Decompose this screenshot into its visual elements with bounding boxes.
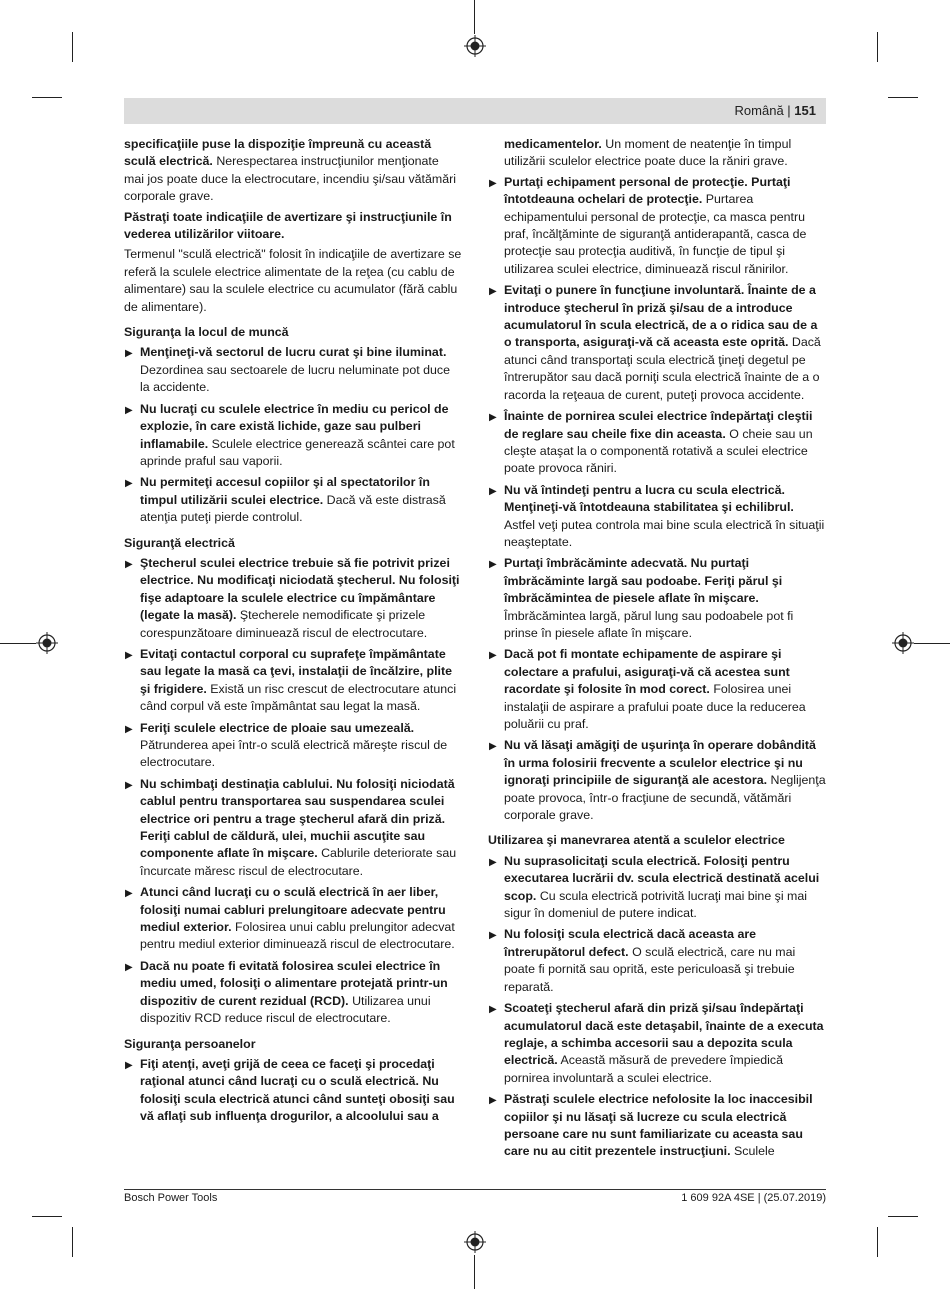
item-bold: Evitaţi o punere în funcţiune involuntară. Înainte de a introduce ştecherul în priză şi/sau de a introduce acumulatorul în scula electrică, de a o ridica sau de a o transporta, asiguraţi-vă că aceasta este oprită. <box>504 283 818 350</box>
item-bold: Nu suprasolicitaţi scula electrică. Folosiţi pentru executarea lucrării dv. scula electrică destinată acelui scop. <box>504 853 820 903</box>
bullet-triangle-icon: ▶ <box>125 404 133 416</box>
continued-text: Un moment de neatenţie în timpul utilizării sculelor electrice poate duce la răniri grave. <box>504 137 792 169</box>
item-text: Purtarea echipamentului personal de protecţie, ca masca pentru praf, încălţăminte de siguranţă antiderapantă, casca de protecţie sau protecţia auditivă, în funcţie de tipul şi utilizarea sculei electrice, diminuează riscul rănirilor. <box>504 192 807 276</box>
registration-mark-icon <box>36 632 58 654</box>
list-item <box>488 737 826 824</box>
section-heading: Siguranţa persoanelor <box>124 1036 256 1051</box>
item-text: Pătrunderea apei într-o sculă electrică măreşte riscul de electrocutare. <box>140 738 448 770</box>
registration-mark-icon <box>892 632 914 654</box>
item-bold: Atunci când lucraţi cu o sculă electrică în aer liber, folosiţi numai cabluri prelungitoare adecvate pentru mediul exterior. <box>140 885 446 935</box>
list-item <box>124 958 462 1028</box>
item-text: Dacă atunci când transportaţi scula electrică ţineţi degetul pe întrerupător sau dacă porniţi scula electrică înainte de a o racorda la reţeaua de curent, puteţi provoca accidente. <box>504 335 821 402</box>
list-item <box>488 555 826 642</box>
item-text: O sculă electrică, care nu mai poate fi pornită sau oprită, este periculoasă şi trebuie reparată. <box>504 944 796 994</box>
list-item <box>488 174 826 278</box>
list-item <box>488 646 826 733</box>
crop-mark <box>888 97 918 98</box>
list-item <box>124 646 462 716</box>
section-heading: Siguranţă electrică <box>124 535 235 550</box>
item-bold: Nu schimbaţi destinaţia cablului. Nu folosiţi niciodată cablul pentru transportarea sau suspendarea sculei electrice ori pentru a trage ştecherul afară din priză. Feriţi cablul de căldură, ulei, muchii ascuţite sau componente aflate în mişcare. <box>140 776 455 861</box>
list-item <box>124 776 462 880</box>
bullet-triangle-icon: ▶ <box>125 558 133 570</box>
item-text: O cheie sau un cleşte ataşat la o componentă rotativă a sculei electrice poate provoca răniri. <box>504 426 813 476</box>
left-column <box>124 136 462 1130</box>
footer-brand: Bosch Power Tools <box>124 1192 218 1204</box>
list-item <box>488 926 826 996</box>
item-text: Cu scula electrică potrivită lucraţi mai bine şi mai sigur în domeniul de putere indicat. <box>504 888 808 921</box>
bullet-triangle-icon: ▶ <box>125 779 133 791</box>
item-bold: Ştecherul sculei electrice trebuie să fie potrivit prizei electrice. Nu modificaţi niciodată ştecherul. Nu folosiţi fişe adaptoare la sculele electrice cu împământare (legate la masă). <box>140 555 460 623</box>
crop-mark <box>914 643 950 644</box>
registration-mark-icon <box>464 1231 486 1253</box>
item-bold: Nu vă lăsaţi amăgiţi de uşurinţa în operare dobândită în urma folosirii frecvente a sculelor electrice şi nu ignoraţi principiile de siguranţă ale acestora. <box>504 738 816 788</box>
bullet-triangle-icon: ▶ <box>489 650 497 662</box>
bullet-triangle-icon: ▶ <box>489 1095 497 1107</box>
continued-paragraph <box>488 136 826 171</box>
item-text: Sculele <box>733 1144 775 1159</box>
crop-mark <box>32 97 62 98</box>
crop-mark <box>474 0 475 34</box>
page-header <box>124 98 826 124</box>
item-bold: Feriţi sculele electrice de ploaie sau umezeală. <box>140 720 415 735</box>
bullet-triangle-icon: ▶ <box>125 649 133 661</box>
bullet-triangle-icon: ▶ <box>489 856 497 868</box>
list-item <box>124 884 462 954</box>
list-item <box>124 401 462 471</box>
item-text: Folosirea unei instalaţii de aspirare a prafului poate duce la reducerea poluării cu praf. <box>504 682 806 731</box>
item-bold: Dacă pot fi montate echipamente de aspirare şi colectare a prafului, asiguraţi-vă că acestea sunt racordate şi folosite în mod corect. <box>504 647 790 697</box>
bullet-triangle-icon: ▶ <box>489 412 497 424</box>
header-language: Română <box>734 103 784 118</box>
bullet-triangle-icon: ▶ <box>489 177 497 189</box>
intro-bold: specificaţiile puse la dispoziţie împreună cu această sculă electrică. <box>124 137 432 169</box>
item-bold: Dacă nu poate fi evitată folosirea sculei electrice în mediu umed, folosiţi o alimentare protejată printr-un dispozitiv de curent rezidual (RCD). <box>140 958 448 1008</box>
bullet-triangle-icon: ▶ <box>125 478 133 490</box>
item-text: Folosirea unui cablu prelungitor adecvat pentru mediul exterior diminuează riscul de electrocutare. <box>140 920 455 952</box>
bullet-triangle-icon: ▶ <box>125 1059 133 1071</box>
item-bold: Purtaţi îmbrăcăminte adecvată. Nu purtaţi îmbrăcăminte largă sau podoabe. Feriţi părul şi îmbrăcămintea de piesele aflate în mişcare. <box>504 556 783 606</box>
item-text: Astfel veţi putea controla mai bine scula electrică în situaţii neaşteptate. <box>504 517 825 549</box>
list-item <box>124 555 462 642</box>
item-text: Sculele electrice generează scântei care pot aprinde praful sau vaporii. <box>140 436 455 468</box>
crop-mark <box>888 1216 918 1217</box>
crop-mark <box>32 1216 62 1217</box>
list-item <box>488 1000 826 1087</box>
item-bold: Scoateţi ştecherul afară din priză şi/sau îndepărtaţi acumulatorul dacă este detaşabil, înainte de a executa reglaje, a schimba accesorii sau a depozita scula electrică. <box>504 1001 824 1068</box>
list-item <box>124 720 462 772</box>
page-number: 151 <box>794 103 816 118</box>
section-heading: Siguranţa la locul de muncă <box>124 325 289 340</box>
item-text: Cablurile deteriorate sau încurcate măresc riscul de electrocutare. <box>140 846 457 878</box>
keep-instructions <box>124 209 462 244</box>
item-bold: Păstraţi sculele electrice nefolosite la loc inaccesibil copiilor şi nu lăsaţi să lucreze cu scula electrică persoane care nu sunt familiarizate cu aceasta sau care nu au citit prezentele instrucţiuni. <box>504 1092 813 1159</box>
item-bold: Nu permiteţi accesul copiilor şi al spectatorilor în timpul utilizării sculei electrice. <box>140 475 430 507</box>
item-bold: Nu folosiţi scula electrică dacă aceasta are întrerupătorul defect. <box>504 927 757 959</box>
item-text: Utilizarea unui dispozitiv RCD reduce riscul de electrocutare. <box>140 993 431 1026</box>
item-text: Există un risc crescut de electrocutare atunci când corpul vă este împământat sau legat la masă. <box>140 681 457 714</box>
term-paragraph: Termenul "sculă electrică" folosit în indicaţiile de avertizare se referă la sculele electrice alimentate de la reţea (cu cablu de alimentare) sau la sculele electrice cu acumulator (fără cablu de alimentare). <box>124 247 462 314</box>
item-bold: Nu vă întindeţi pentru a lucra cu scula electrică. Menţineţi-vă întotdeauna stabilitatea şi echilibrul. <box>504 482 794 515</box>
item-text: Această măsură de prevedere împiedică pornirea involuntară a sculei electrice. <box>504 1053 783 1085</box>
item-bold: Înainte de pornirea sculei electrice îndepărtaţi cleştii de reglare sau cheile fixe din aceasta. <box>504 409 813 441</box>
continued-bold: medicamentelor. <box>504 137 602 151</box>
bullet-triangle-icon: ▶ <box>489 559 497 571</box>
footer-rule <box>124 1189 826 1190</box>
bullet-triangle-icon: ▶ <box>125 888 133 900</box>
intro-text: Nerespectarea instrucţiunilor menţionate mai jos poate duce la electrocutare, incendiu şi/sau vătămări corporale grave. <box>124 154 456 204</box>
crop-mark <box>877 32 878 62</box>
bullet-triangle-icon: ▶ <box>489 930 497 942</box>
list-item <box>488 282 826 404</box>
list-item <box>124 474 462 526</box>
item-bold: Fiţi atenţi, aveţi grijă de ceea ce faceţi şi procedaţi raţional atunci când lucraţi cu o sculă electrică. Nu folosiţi scula electrică atunci când sunteţi obosiţi sau vă aflaţi sub influenţa drogurilor, a alcoolului sau a <box>140 1056 455 1124</box>
registration-mark-icon <box>464 35 486 57</box>
list-item <box>488 1091 826 1161</box>
bullet-triangle-icon: ▶ <box>125 961 133 973</box>
item-text: Dacă vă este distrasă atenţia puteţi pierde controlul. <box>140 492 446 525</box>
keep-bold: Păstraţi toate indicaţiile de avertizare şi instrucţiunile în vederea utilizărilor viitoare. <box>124 209 452 242</box>
bullet-triangle-icon: ▶ <box>125 723 133 735</box>
bullet-triangle-icon: ▶ <box>489 286 497 298</box>
item-text: Dezordinea sau sectoarele de lucru neluminate pot duce la accidente. <box>140 362 450 395</box>
intro-paragraph <box>124 136 462 206</box>
section-heading: Utilizarea şi manevrarea atentă a sculelor electrice <box>488 833 785 848</box>
footer-doc-number: 1 609 92A 4SE | (25.07.2019) <box>681 1192 826 1204</box>
list-item <box>488 853 826 923</box>
crop-mark <box>0 643 36 644</box>
bullet-triangle-icon: ▶ <box>125 348 133 360</box>
item-text: Neglijenţa poate provoca, într-o fracţiune de secundă, vătămări corporale grave. <box>504 773 826 823</box>
bullet-triangle-icon: ▶ <box>489 741 497 753</box>
list-item <box>124 1056 462 1126</box>
right-column <box>488 136 826 1165</box>
header-text: Română | 151 <box>734 103 816 118</box>
item-bold: Purtaţi echipament personal de protecţie. Purtaţi întotdeauna ochelari de protecţie. <box>504 174 791 207</box>
crop-mark <box>72 32 73 62</box>
list-item <box>488 408 826 478</box>
crop-mark <box>72 1227 73 1257</box>
crop-mark <box>877 1227 878 1257</box>
item-bold: Menţineţi-vă sectorul de lucru curat şi bine iluminat. <box>140 345 447 360</box>
crop-mark <box>474 1255 475 1289</box>
list-item <box>488 482 826 552</box>
bullet-triangle-icon: ▶ <box>489 485 497 497</box>
item-text: Ştecherele nemodificate şi prizele corespunzătoare diminuează riscul de electrocutare. <box>140 608 428 640</box>
item-bold: Evitaţi contactul corporal cu suprafeţe împământate sau legate la masă ca ţevi, instalaţii de încălzire, plite şi frigidere. <box>140 646 452 696</box>
bullet-triangle-icon: ▶ <box>489 1004 497 1016</box>
list-item <box>124 344 462 396</box>
item-bold: Nu lucraţi cu sculele electrice în mediu cu pericol de explozie, în care există lichide, gaze sau pulberi inflamabile. <box>140 401 449 451</box>
item-text: Îmbrăcămintea largă, părul lung sau podoabele pot fi prinse în piesele aflate în mişcare. <box>504 608 794 640</box>
